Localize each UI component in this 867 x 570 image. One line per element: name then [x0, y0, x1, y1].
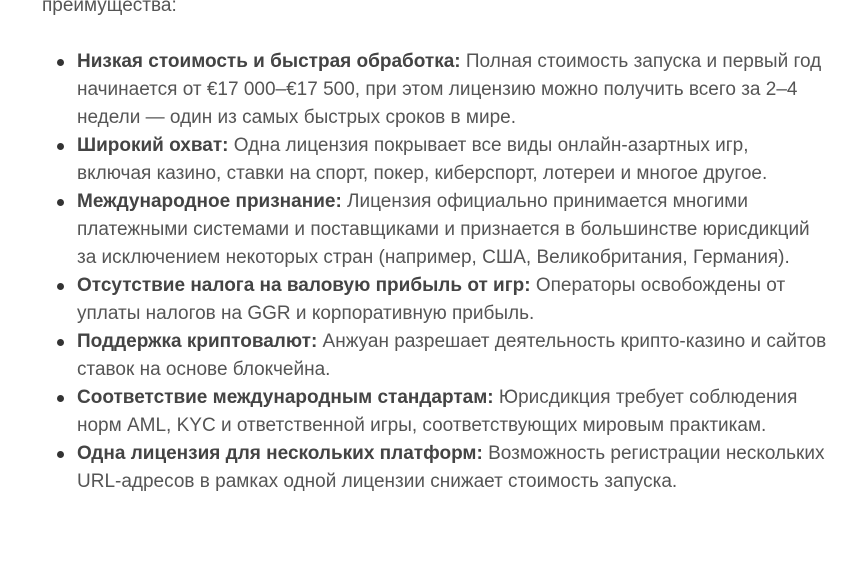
list-item	[0, 328, 827, 384]
benefits-list	[0, 48, 867, 496]
bullet-icon	[57, 395, 64, 402]
list-item	[0, 48, 827, 132]
bullet-icon	[57, 143, 64, 150]
benefit-description: Одна лицензия покрывает все виды онлайн-азартных игр, включая казино, ставки на спорт, покер, киберспорт, лотереи и многое другое.	[77, 135, 768, 184]
list-item	[0, 384, 827, 440]
bullet-icon	[57, 199, 64, 206]
benefit-term: Одна лицензия для нескольких платформ:	[77, 443, 489, 464]
benefit-term: Низкая стоимость и быстрая обработка:	[77, 51, 466, 72]
bullet-icon	[57, 283, 64, 290]
benefit-description: Анжуан разрешает деятельность крипто-казино и сайтов ставок на основе блокчейна.	[77, 331, 827, 380]
list-item	[0, 188, 827, 272]
benefit-term: Широкий охват:	[77, 135, 234, 156]
bullet-icon	[57, 59, 64, 66]
intro-text: преимущества:	[42, 0, 177, 16]
benefit-description: Лицензия официально принимается многими платежными системами и поставщиками и признается в большинстве юрисдикций за исключением некоторых стран (например, США, Великобритания, Германия).	[77, 191, 810, 268]
list-item	[0, 440, 827, 496]
list-item	[0, 132, 827, 188]
list-item	[0, 272, 827, 328]
benefit-description: Операторы освобождены от уплаты налогов на GGR и корпоративную прибыль.	[77, 275, 786, 324]
bullet-icon	[57, 339, 64, 346]
benefit-description: Полная стоимость запуска и первый год начинается от €17 000–€17 500, при этом лицензию можно получить всего за 2–4 недели — один из самых быстрых сроков в мире.	[77, 51, 822, 128]
benefit-term: Соответствие международным стандартам:	[77, 387, 499, 408]
benefit-description: Юрисдикция требует соблюдения норм AML, KYC и ответственной игры, соответствующих мировым практикам.	[77, 387, 798, 436]
benefit-description: Возможность регистрации нескольких URL-адресов в рамках одной лицензии снижает стоимость запуска.	[77, 443, 825, 492]
benefit-term: Поддержка криптовалют:	[77, 331, 323, 352]
benefit-term: Отсутствие налога на валовую прибыль от игр:	[77, 275, 536, 296]
benefit-term: Международное признание:	[77, 191, 348, 212]
bullet-icon	[57, 451, 64, 458]
